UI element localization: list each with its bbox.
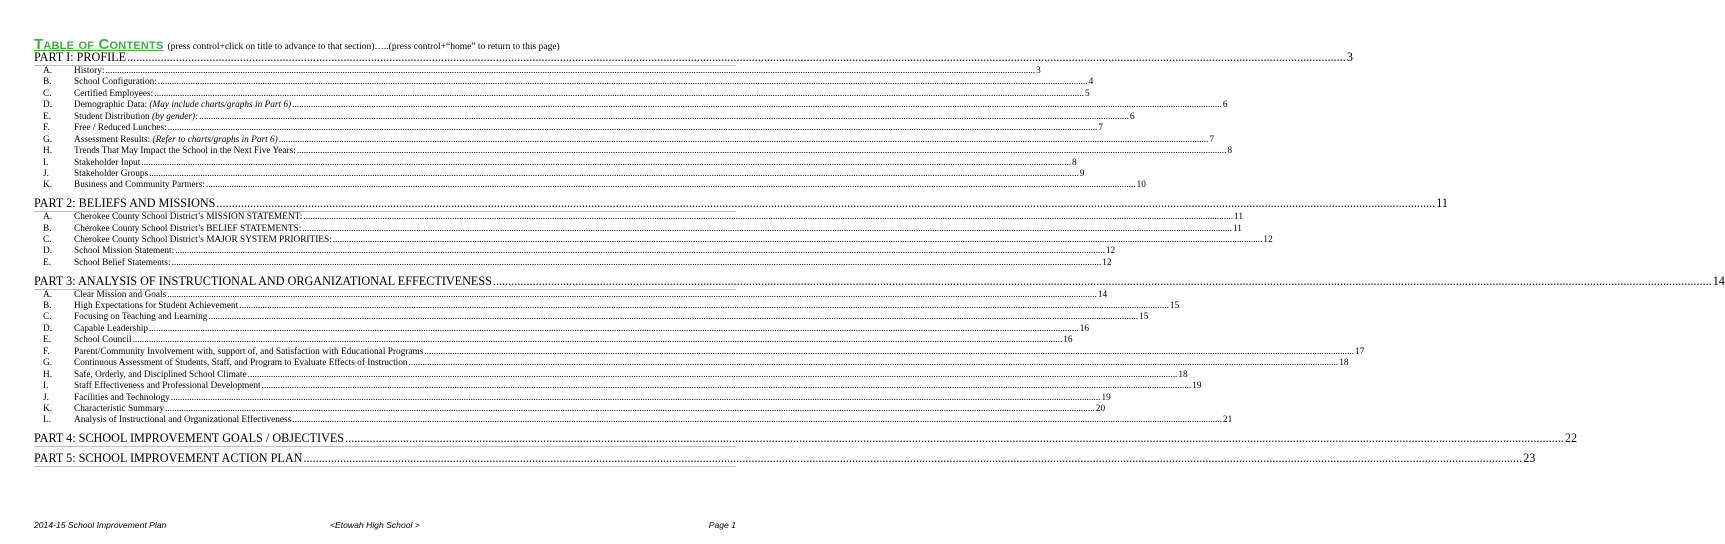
toc-section-link[interactable] xyxy=(34,88,1090,100)
dot-leader: ................................................................................................................................................................................................................................................................................................................................................................................................................ xyxy=(216,196,1436,211)
dot-leader: ................................................................................................................................................................................................................................................................................................................................................................................................................ xyxy=(105,66,1036,76)
toc-part-link[interactable] xyxy=(34,269,1725,289)
toc-section-letter: H. xyxy=(43,369,53,380)
dot-leader: ................................................................................................................................................................................................................................................................................................................................................................................................................ xyxy=(205,180,1136,191)
dot-leader: ................................................................................................................................................................................................................................................................................................................................................................................................................ xyxy=(199,111,1129,122)
toc-entry-title-text: Certified Employees: xyxy=(74,88,154,99)
toc-entry-title-text: School Council xyxy=(74,335,132,346)
toc-entry-note: (by gender): xyxy=(152,111,199,122)
dot-leader: ................................................................................................................................................................................................................................................................................................................................................................................................................ xyxy=(127,50,1346,64)
toc-section-letter: G. xyxy=(43,358,53,369)
toc-page-number: 7 xyxy=(1209,134,1215,145)
dot-leader: ................................................................................................................................................................................................................................................................................................................................................................................................................ xyxy=(296,146,1227,157)
toc-entry-title-text: History: xyxy=(74,66,105,76)
toc-page-number: 12 xyxy=(1263,234,1273,245)
dot-leader: ................................................................................................................................................................................................................................................................................................................................................................................................................ xyxy=(165,403,1095,414)
toc-entry-note: (May include charts/graphs in Part 6) xyxy=(149,100,292,111)
toc-page-number: 18 xyxy=(1178,369,1188,380)
toc-section-link[interactable] xyxy=(34,180,1146,191)
dot-leader: ................................................................................................................................................................................................................................................................................................................................................................................................................ xyxy=(302,223,1232,234)
toc-entry-title xyxy=(74,77,157,87)
toc-entry-title xyxy=(74,393,170,403)
toc-entry-title xyxy=(74,301,238,311)
toc-entry-title-text: Characteristic Summary xyxy=(74,403,165,414)
toc-entry-title xyxy=(74,347,423,357)
toc-entry-title-text: Cherokee County School District’s MAJOR SYSTEM PRIORITIES: xyxy=(74,234,332,245)
toc-entry-title-text: Staff Effectiveness and Professional Development xyxy=(74,381,261,392)
footer-plan-title: 2014-15 School Improvement Plan xyxy=(34,520,167,530)
dot-leader: ................................................................................................................................................................................................................................................................................................................................................................................................................ xyxy=(175,246,1105,257)
toc-page-number: 12 xyxy=(1102,257,1112,268)
toc-page-number: 11 xyxy=(1232,223,1242,234)
toc-instructions: (press control+click on title to advance to that section)…..(press control+“home” to return to this page) xyxy=(167,42,560,52)
dot-leader: ................................................................................................................................................................................................................................................................................................................................................................................................................ xyxy=(170,392,1101,403)
page-footer xyxy=(34,520,736,532)
toc-section-link[interactable] xyxy=(34,392,1111,404)
toc-entry-title-text: Clear Mission and Goals xyxy=(74,289,167,300)
dot-leader: ................................................................................................................................................................................................................................................................................................................................................................................................................ xyxy=(278,134,1209,145)
toc-entry-title xyxy=(74,370,247,380)
toc-entry-title xyxy=(74,158,140,168)
toc-entry-title xyxy=(34,431,344,446)
toc-entry-title-text: School Configuration: xyxy=(74,77,157,88)
toc-entry-title-text: Analysis of Instructional and Organizational Effectiveness xyxy=(74,415,292,426)
dot-leader: ................................................................................................................................................................................................................................................................................................................................................................................................................ xyxy=(149,323,1079,334)
toc-page-number: 16 xyxy=(1079,323,1090,334)
toc-entry-title xyxy=(74,358,408,368)
toc-section-letter: D. xyxy=(43,100,53,111)
toc-entry-title xyxy=(74,224,301,234)
toc-section-link[interactable] xyxy=(34,234,1273,246)
toc-entry-note: (Refer to charts/graphs in Part 6) xyxy=(152,134,278,145)
toc-entry-title-text: Parent/Community Involvement with, support of, and Satisfaction with Educational Programs xyxy=(74,346,424,357)
toc-page-number: 4 xyxy=(1088,77,1094,88)
toc-section-link[interactable] xyxy=(34,212,1244,223)
dot-leader: ................................................................................................................................................................................................................................................................................................................................................................................................................ xyxy=(408,358,1339,369)
toc-section-link[interactable] xyxy=(34,257,1112,269)
toc-entry-title xyxy=(74,290,166,300)
toc-entry-title-text: School Mission Statement: xyxy=(74,246,175,257)
toc-section-letter: I. xyxy=(43,381,49,392)
dot-leader: ................................................................................................................................................................................................................................................................................................................................................................................................................ xyxy=(303,451,1523,466)
toc-entry-title xyxy=(74,89,153,99)
toc-page-number: 16 xyxy=(1063,335,1073,346)
dot-leader: ................................................................................................................................................................................................................................................................................................................................................................................................................ xyxy=(332,234,1263,245)
toc-entry-title-text: PART 4: SCHOOL IMPROVEMENT GOALS / OBJECTIVES xyxy=(34,431,345,446)
toc-entry-title xyxy=(34,451,302,466)
dot-leader: ................................................................................................................................................................................................................................................................................................................................................................................................................ xyxy=(247,369,1178,380)
toc-page-number: 17 xyxy=(1355,346,1365,357)
toc-entry-title xyxy=(74,100,291,110)
toc-section-link[interactable] xyxy=(34,134,1215,146)
toc-section-link[interactable] xyxy=(34,246,1116,257)
toc-entry-title xyxy=(74,258,171,268)
toc-entry-title xyxy=(74,123,167,133)
toc-entry-title-text: Facilities and Technology xyxy=(74,392,170,403)
toc-section-letter: K. xyxy=(43,180,53,191)
toc-entry-title-text: Business and Community Partners: xyxy=(74,180,205,191)
toc-section-letter: E. xyxy=(43,257,52,268)
toc-section-link[interactable] xyxy=(34,77,1094,88)
dot-leader: ................................................................................................................................................................................................................................................................................................................................................................................................................ xyxy=(424,346,1355,357)
toc-page-number: 21 xyxy=(1222,415,1233,426)
toc-section-letter: C. xyxy=(43,234,52,245)
toc-section-link[interactable] xyxy=(34,381,1202,392)
toc-section-letter: F. xyxy=(43,123,50,134)
toc-entry-title-text: Demographic Data: xyxy=(74,100,150,111)
toc-entry-title xyxy=(74,146,296,156)
toc-entry-title xyxy=(74,212,302,222)
toc-entry-title-text: Assessment Results: xyxy=(74,134,153,145)
toc-section-link[interactable] xyxy=(34,100,1228,111)
toc-section-letter: I. xyxy=(43,157,49,168)
dot-leader: ................................................................................................................................................................................................................................................................................................................................................................................................................ xyxy=(208,312,1139,323)
toc-page-number: 15 xyxy=(1169,301,1180,312)
toc-entry-title xyxy=(74,404,164,414)
toc-entry-title xyxy=(74,235,332,245)
toc-section-link[interactable] xyxy=(34,323,1090,335)
dot-leader: ................................................................................................................................................................................................................................................................................................................................................................................................................ xyxy=(157,77,1088,88)
toc-entry-title xyxy=(74,335,132,345)
dot-leader: ................................................................................................................................................................................................................................................................................................................................................................................................................ xyxy=(149,168,1079,179)
toc-section-letter: C. xyxy=(43,88,52,99)
toc-page-number: 7 xyxy=(1098,123,1104,134)
toc-page-number: 20 xyxy=(1095,403,1106,414)
toc-section-link[interactable] xyxy=(34,111,1135,123)
toc-entry-title-text: PART 3: ANALYSIS OF INSTRUCTIONAL AND ORGANIZATIONAL EFFECTIVENESS xyxy=(34,273,492,288)
toc-entry-title xyxy=(74,66,104,76)
toc-page-number: 8 xyxy=(1072,157,1077,168)
toc-entry-title xyxy=(74,312,207,322)
toc-page-number: 3 xyxy=(1036,66,1041,76)
toc-entry-title xyxy=(74,180,205,190)
toc-entry-title-text: Trends That May Impact the School in the Next Five Years: xyxy=(74,146,296,157)
toc-entry-title-text: PART 2: BELIEFS AND MISSIONS xyxy=(34,196,216,211)
toc-entry-title xyxy=(74,415,291,425)
toc-page-number: 8 xyxy=(1227,146,1233,157)
toc-page-number: 9 xyxy=(1079,168,1085,179)
toc-section-letter: J. xyxy=(43,168,49,179)
toc-section-link[interactable] xyxy=(34,66,1041,77)
toc-section-letter: B. xyxy=(43,223,52,234)
toc-page-number: 14 xyxy=(1097,289,1108,300)
toc-section-letter: B. xyxy=(43,301,52,312)
toc-page-number: 19 xyxy=(1192,381,1202,392)
toc-page-number: 22 xyxy=(1564,431,1578,446)
toc-section-link[interactable] xyxy=(34,346,1365,358)
toc-section-letter: F. xyxy=(43,346,50,357)
toc-section-letter: J. xyxy=(43,392,49,403)
toc-section-letter: A. xyxy=(43,66,53,76)
dot-leader: ................................................................................................................................................................................................................................................................................................................................................................................................................ xyxy=(132,335,1063,346)
footer-page-number: Page 1 xyxy=(708,520,736,530)
toc-entry-title-text: School Belief Statements: xyxy=(74,257,171,268)
toc-entry-title xyxy=(74,324,148,334)
toc-entry-title-text: Stakeholder Input xyxy=(74,157,141,168)
toc-page-number: 11 xyxy=(1436,196,1448,211)
toc-entry-title xyxy=(74,112,198,122)
toc-section-link[interactable] xyxy=(34,157,1077,169)
dot-leader: ................................................................................................................................................................................................................................................................................................................................................................................................................ xyxy=(261,381,1192,392)
toc-page-number: 3 xyxy=(1346,50,1353,64)
toc-section-letter: E. xyxy=(43,335,52,346)
toc-entry-title xyxy=(34,50,126,65)
toc-section-link[interactable] xyxy=(34,415,1233,426)
toc-section-letter: D. xyxy=(43,323,53,334)
toc-section-letter: E. xyxy=(43,111,52,122)
toc-entry-title-text: Student Distribution xyxy=(74,111,152,122)
toc-part-link[interactable] xyxy=(34,447,1536,467)
toc-list xyxy=(34,50,1725,467)
toc-page-number: 6 xyxy=(1222,100,1228,111)
dot-leader: ................................................................................................................................................................................................................................................................................................................................................................................................................ xyxy=(154,88,1084,99)
toc-entry-title-text: PART I: PROFILE xyxy=(34,50,127,64)
toc-section-letter: B. xyxy=(43,77,52,88)
toc-section-link[interactable] xyxy=(34,289,1108,301)
toc-section-link[interactable] xyxy=(34,168,1085,180)
toc-section-link[interactable] xyxy=(34,146,1233,157)
toc-entry-title xyxy=(34,196,215,211)
toc-entry-title-text: PART 5: SCHOOL IMPROVEMENT ACTION PLAN xyxy=(34,451,303,466)
dot-leader: ................................................................................................................................................................................................................................................................................................................................................................................................................ xyxy=(292,100,1222,111)
toc-page-number: 10 xyxy=(1136,180,1146,191)
toc-page-number: 14 xyxy=(1712,273,1725,288)
toc-part-link[interactable] xyxy=(34,427,1578,447)
toc-section-letter: H. xyxy=(43,146,53,157)
toc-page-number: 11 xyxy=(1234,212,1244,223)
toc-heading: Table of Contents xyxy=(34,36,164,53)
toc-entry-title-text: Focusing on Teaching and Learning xyxy=(74,312,208,323)
footer-school-name: <Etowah High School > xyxy=(330,520,420,530)
toc-page-number: 5 xyxy=(1084,88,1090,99)
dot-leader: ................................................................................................................................................................................................................................................................................................................................................................................................................ xyxy=(239,301,1169,312)
toc-section-link[interactable] xyxy=(34,335,1073,346)
toc-page-number: 18 xyxy=(1339,358,1349,369)
toc-section-link[interactable] xyxy=(34,369,1188,381)
toc-page-number: 15 xyxy=(1139,312,1149,323)
toc-part-link[interactable] xyxy=(34,192,1448,212)
toc-section-letter: A. xyxy=(43,212,53,223)
toc-entry-title xyxy=(34,274,492,289)
toc-entry-title-text: Continuous Assessment of Students, Staff, and Program to Evaluate Effects of Instruction xyxy=(74,358,408,369)
toc-section-letter: C. xyxy=(43,312,52,323)
toc-section-link[interactable] xyxy=(34,403,1106,415)
toc-section-letter: L. xyxy=(43,415,52,426)
toc-page-number: 6 xyxy=(1129,111,1135,122)
dot-leader: ................................................................................................................................................................................................................................................................................................................................................................................................................ xyxy=(345,431,1564,446)
toc-entry-title-text: Free / Reduced Lunches: xyxy=(74,123,167,134)
toc-section-letter: D. xyxy=(43,246,53,257)
toc-page-number: 12 xyxy=(1105,246,1116,257)
toc-section-letter: A. xyxy=(43,289,53,300)
dot-leader: ................................................................................................................................................................................................................................................................................................................................................................................................................ xyxy=(492,273,1712,288)
toc-section-link[interactable] xyxy=(34,312,1149,323)
toc-section-letter: K. xyxy=(43,403,53,414)
toc-section-link[interactable] xyxy=(34,301,1180,312)
toc-entry-title xyxy=(74,381,261,391)
toc-entry-title-text: Stakeholder Groups xyxy=(74,168,149,179)
toc-section-link[interactable] xyxy=(34,123,1104,134)
toc-entry-title-text: Cherokee County School District’s BELIEF STATEMENTS: xyxy=(74,223,302,234)
dot-leader: ................................................................................................................................................................................................................................................................................................................................................................................................................ xyxy=(167,289,1097,300)
toc-section-link[interactable] xyxy=(34,358,1349,369)
toc-entry-title-text: Capable Leadership xyxy=(74,323,149,334)
toc-entry-title xyxy=(74,246,174,256)
toc-page-number: 19 xyxy=(1101,392,1111,403)
toc-section-link[interactable] xyxy=(34,223,1242,235)
toc-entry-title-text: High Expectations for Student Achievement xyxy=(74,301,239,312)
toc-entry-title-text: Cherokee County School District’s MISSION STATEMENT: xyxy=(74,212,303,223)
dot-leader: ................................................................................................................................................................................................................................................................................................................................................................................................................ xyxy=(292,415,1222,426)
toc-page-number: 23 xyxy=(1523,451,1536,466)
toc-entry-title xyxy=(74,169,148,179)
dot-leader: ................................................................................................................................................................................................................................................................................................................................................................................................................ xyxy=(167,123,1098,134)
toc-entry-title-text: Safe, Orderly, and Disciplined School Climate xyxy=(74,369,247,380)
dot-leader: ................................................................................................................................................................................................................................................................................................................................................................................................................ xyxy=(171,257,1102,268)
dot-leader: ................................................................................................................................................................................................................................................................................................................................................................................................................ xyxy=(141,157,1072,168)
toc-entry-title xyxy=(74,135,278,145)
toc-part-link[interactable] xyxy=(34,50,1353,66)
dot-leader: ................................................................................................................................................................................................................................................................................................................................................................................................................ xyxy=(303,212,1234,223)
toc-section-letter: G. xyxy=(43,134,53,145)
